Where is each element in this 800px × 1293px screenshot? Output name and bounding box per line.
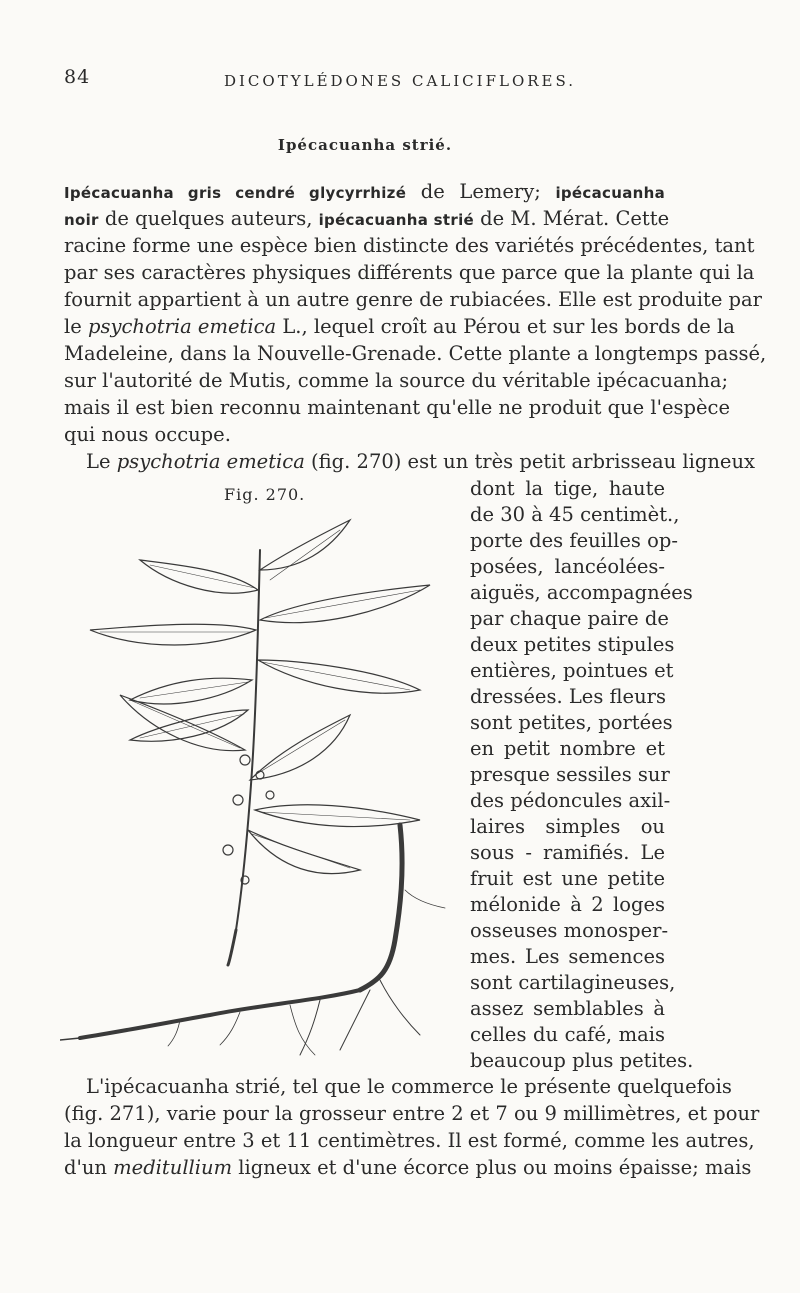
para2-right-line: par chaque paire de [470, 607, 669, 630]
para1-line-5: fournit appartient à un autre genre de rubiacées. Elle est produite par [64, 288, 762, 311]
para1-line-9: mais il est bien reconnu maintenant qu'elle ne produit que l'espèce [64, 396, 731, 419]
para2-right-line: de 30 à 45 centimèt., [470, 503, 680, 526]
bold-term: ipécacuanha strié [318, 211, 474, 229]
para2-right-line: des pédoncules axil- [470, 789, 671, 812]
para2-right-line: beaucoup plus petites. [470, 1049, 694, 1072]
para2-right-line: en petit nombre et [470, 737, 665, 760]
para1-line-1: Ipécacuanha gris cendré glycyrrhizé de Lemery; ipécacuanha [64, 180, 665, 203]
para2-right-line: posées, lancéolées- [470, 555, 665, 578]
para2-right-line: dressées. Les fleurs [470, 685, 666, 708]
running-head: DICOTYLÉDONES CALICIFLORES. [223, 72, 576, 90]
para1-line-10: qui nous occupe. [64, 423, 231, 446]
para2-right-line: sont petites, portées [470, 711, 673, 734]
italic-term: psychotria emetica [87, 315, 277, 338]
para2-right-line: osseuses monosper- [470, 919, 669, 942]
plant-illustration [60, 510, 470, 1070]
para1-line-8: sur l'autorité de Mutis, comme la source du véritable ipécacuanha; [64, 369, 729, 392]
para1-line-3: racine forme une espèce bien distincte des variétés précédentes, tant [64, 234, 755, 257]
para2-right-line: aiguës, accompagnées [470, 581, 693, 604]
para3-line-2: (fig. 271), varie pour la grosseur entre 2 et 7 ou 9 millimètres, et pour [64, 1102, 760, 1125]
para2-right-line: fruit est une petite [470, 867, 665, 890]
para2-right-line: deux petites stipules [470, 633, 675, 656]
para2-right-line: mélonide à 2 loges [470, 893, 665, 916]
para2-right-line: assez semblables à [470, 997, 665, 1020]
para3-line-4: d'un meditullium ligneux et d'une écorce plus ou moins épaisse; mais [64, 1156, 752, 1179]
bold-term: Ipécacuanha gris cendré glycyrrhizé [64, 184, 407, 202]
para2-right-line: entières, pointues et [470, 659, 674, 682]
italic-term: psychotria emetica [116, 450, 305, 473]
para1-line-7: Madeleine, dans la Nouvelle-Grenade. Cette plante a longtemps passé, [64, 342, 767, 365]
section-title: Ipécacuanha strié. [277, 136, 453, 154]
para1-line-2: noir de quelques auteurs, ipécacuanha strié de M. Mérat. Cette [64, 207, 670, 230]
para1-line-6: le psychotria emetica L., lequel croît au Pérou et sur les bords de la [64, 315, 735, 338]
para3-line-3: la longueur entre 3 et 11 centimètres. Il est formé, comme les autres, [64, 1129, 755, 1152]
psychotria-drawing [60, 510, 470, 1070]
para2-right-line: porte des feuilles op- [470, 529, 678, 552]
para3-line-1: L'ipécacuanha strié, tel que le commerce le présente quelquefois [86, 1075, 732, 1098]
figure-label: Fig. 270. [224, 485, 306, 504]
para2-right-line: mes. Les semences [470, 945, 665, 968]
page-number: 84 [64, 66, 91, 88]
para2-line-1: Le psychotria emetica (fig. 270) est un très petit arbrisseau ligneux [86, 450, 756, 473]
para1-line-4: par ses caractères physiques différents que parce que la plante qui la [64, 261, 755, 284]
para2-right-line: celles du café, mais [470, 1023, 665, 1046]
para2-right-line: dont la tige, haute [470, 477, 665, 500]
bold-term: ipécacuanha [555, 184, 665, 202]
para2-right-line: sont cartilagineuses, [470, 971, 676, 994]
para2-right-line: laires simples ou [470, 815, 665, 838]
para2-right-line: sous - ramifiés. Le [470, 841, 665, 864]
bold-term: noir [64, 211, 99, 229]
italic-term: meditullium [113, 1156, 233, 1179]
para2-right-line: presque sessiles sur [470, 763, 670, 786]
